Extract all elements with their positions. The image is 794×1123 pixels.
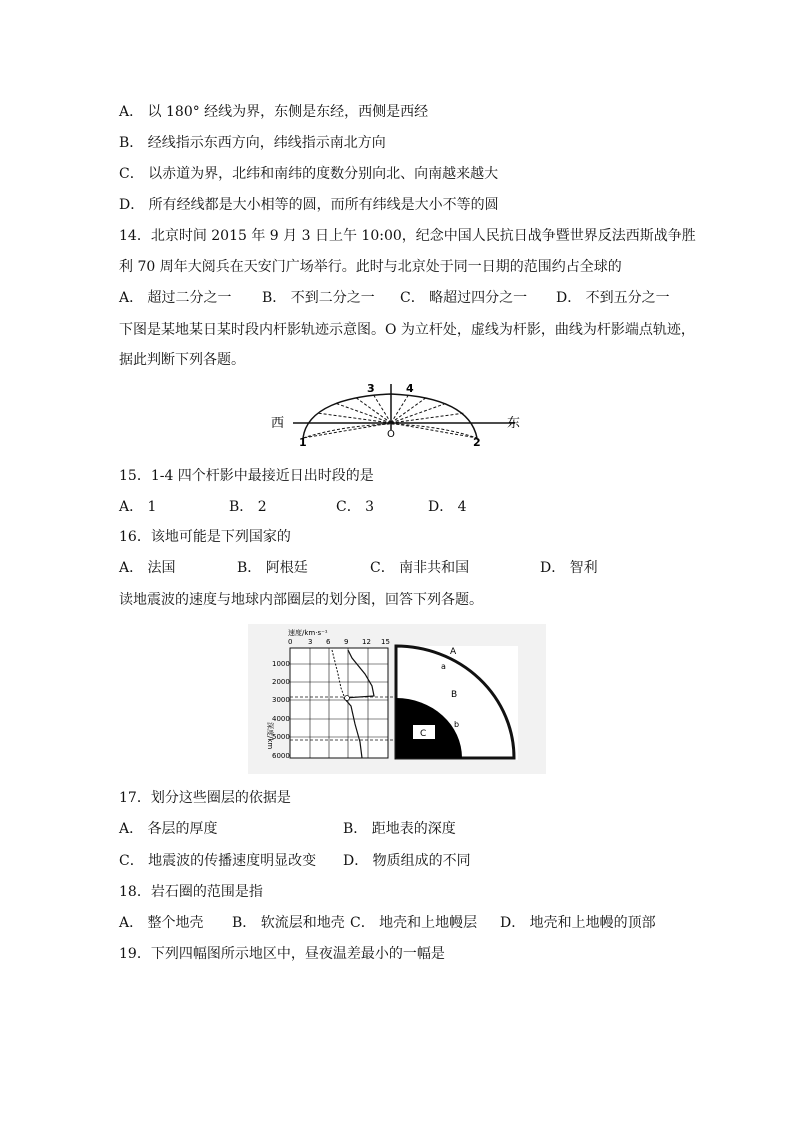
origin-label: O [387,429,395,440]
east-label: 东 [507,416,521,431]
q14-option-c: C． 略超过四分之一 [400,290,528,306]
q14-option-d: D． 不到五分之一 [556,290,670,306]
q15-option-c: C． 3 [336,499,375,515]
q18-stem: 18．岩石圈的范围是指 [119,884,263,900]
q13-option-a: A． 以 180° 经线为界，东侧是东经，西侧是西经 [119,104,429,120]
q16-option-c: C． 南非共和国 [370,560,470,576]
q14-option-b: B． 不到二分之一 [262,290,375,306]
boundary-b-label: b [454,720,460,729]
depth-tick-5000: 5000 [272,733,290,741]
speed-tick-6: 6 [326,638,331,646]
label-4: 4 [406,382,414,395]
intro1-line1: 下图是某地某日某时段内杆影轨迹示意图。O 为立杆处，虚线为杆影，曲线为杆影端点轨迹， [119,322,695,338]
speed-tick-15: 15 [381,638,390,646]
speed-tick-0: 0 [288,638,293,646]
q17-option-b: B． 距地表的深度 [343,821,456,837]
q17-option-d: D． 物质组成的不同 [343,853,471,869]
q14-stem-line2: 利 70 周年大阅兵在天安门广场举行。此时与北京处于同一日期的范围约占全球的 [119,259,622,275]
q19-stem: 19．下列四幅图所示地区中，昼夜温差最小的一幅是 [119,946,445,962]
seismic-layers-figure [248,624,546,774]
q14-stem-line1: 14．北京时间 2015 年 9 月 3 日上午 10:00，纪念中国人民抗日战争暨世界反法西斯战争胜 [119,228,696,244]
q17-stem: 17．划分这些圈层的依据是 [119,790,291,806]
label-1: 1 [299,436,307,448]
boundary-a-label: a [441,662,446,671]
intro2: 读地震波的速度与地球内部圈层的划分图，回答下列各题。 [119,592,483,608]
q18-option-a: A． 整个地壳 [119,915,204,931]
label-2: 2 [473,436,481,448]
q16-stem: 16．该地可能是下列国家的 [119,529,291,545]
q17-option-c: C． 地震波的传播速度明显改变 [119,853,317,869]
depth-tick-4000: 4000 [272,715,290,723]
q17-option-a: A． 各层的厚度 [119,821,218,837]
q13-option-d: D． 所有经线都是大小相等的圆，而所有纬线是大小不等的圆 [119,197,499,213]
depth-tick-1000: 1000 [272,660,290,668]
depth-tick-6000: 6000 [272,752,290,760]
west-label: 西 [271,416,285,431]
q14-option-a: A． 超过二分之一 [119,290,232,306]
depth-axis-label: 深度/km [266,722,274,750]
q15-option-d: D． 4 [428,499,467,515]
speed-tick-12: 12 [362,638,371,646]
q18-option-c: C． 地壳和上地幔层 [350,915,478,931]
q13-option-b: B． 经线指示东西方向，纬线指示南北方向 [119,135,386,151]
q18-option-d: D． 地壳和上地幔的顶部 [500,915,656,931]
q15-option-a: A． 1 [119,499,157,515]
q18-option-b: B． 软流层和地壳 [232,915,345,931]
speed-tick-9: 9 [344,638,349,646]
layer-B-label: B [451,690,458,700]
q13-option-c: C． 以赤道为界，北纬和南纬的度数分别向北、向南越来越大 [119,166,499,182]
speed-tick-3: 3 [308,638,313,646]
depth-tick-2000: 2000 [272,678,290,686]
layer-C-label: C [420,729,427,739]
speed-axis-label: 速度/km·s⁻¹ [288,629,328,637]
layer-A-label: A [450,647,457,657]
depth-tick-3000: 3000 [272,696,290,704]
q16-option-a: A． 法国 [119,560,176,576]
shadow-trajectory-figure [265,378,527,448]
q16-option-d: D． 智利 [540,560,598,576]
q15-stem: 15．1-4 四个杆影中最接近日出时段的是 [119,468,374,484]
q15-option-b: B． 2 [229,499,267,515]
intro1-line2: 据此判断下列各题。 [119,352,245,368]
label-3: 3 [367,382,375,395]
q16-option-b: B． 阿根廷 [237,560,308,576]
